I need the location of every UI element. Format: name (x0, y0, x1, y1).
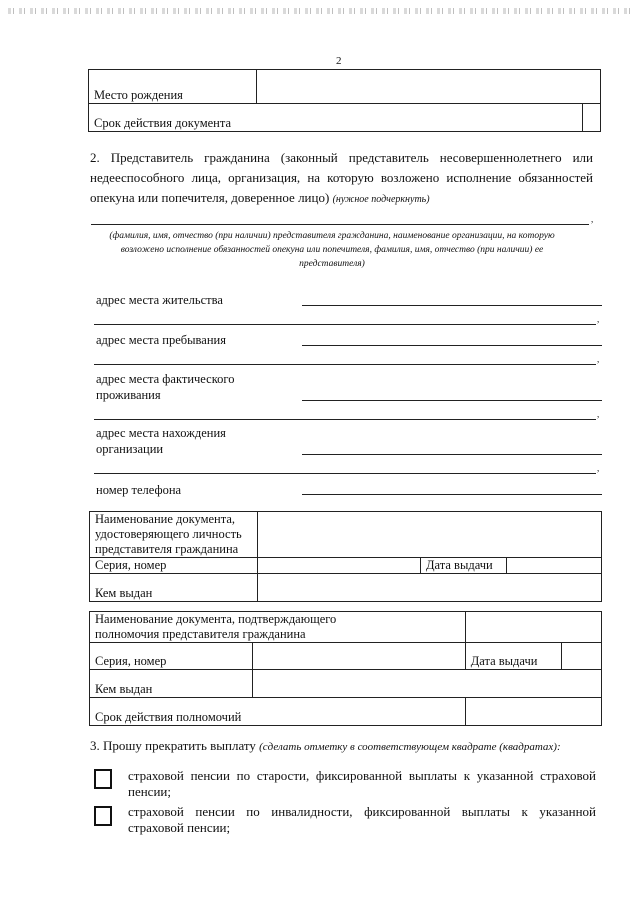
auth-doc-name-label (90, 612, 466, 643)
id-issue-date-label: Дата выдачи (421, 558, 507, 574)
comma: , (597, 354, 600, 364)
section2-heading (90, 148, 593, 210)
auth-issue-date-value[interactable] (561, 643, 601, 669)
id-doc-name-line-1: Наименование документа, (95, 512, 236, 526)
residence-line-2[interactable] (94, 324, 596, 325)
comma: , (591, 214, 594, 224)
doc-validity-label: Срок действия документа (89, 104, 583, 132)
id-doc-name-label (90, 512, 258, 558)
section2-heading-text: 2. Представитель гражданина (законный представитель несовершеннолетнего или недееспособного лица, организация, на которую возложено исполнение обязанностей опекуна или попечителя, доверенное лицо) (90, 150, 593, 205)
stay-label: адрес места пребывания (96, 333, 226, 347)
id-issued-by-value[interactable] (258, 574, 602, 602)
id-issue-date-value[interactable] (507, 558, 602, 574)
auth-date-cell (465, 643, 601, 670)
auth-validity-label: Срок действия полномочий (90, 698, 466, 726)
id-doc-name-line-2: удостоверяющего личность (95, 527, 242, 541)
phone-line[interactable] (302, 494, 602, 495)
actual-address-label-1: адрес места фактического (96, 372, 235, 386)
org-address-label-2: организации (96, 442, 164, 456)
page-number: 2 (336, 55, 342, 67)
section3-heading-text: 3. Прошу прекратить выплату (90, 738, 256, 753)
auth-date-subtable (466, 643, 601, 669)
comma: , (597, 409, 600, 419)
disability-pension-checkbox[interactable] (94, 806, 112, 826)
birth-table (88, 69, 601, 132)
auth-issued-by-label: Кем выдан (90, 670, 253, 698)
auth-doc-name-line-2: полномочия представителя гражданина (95, 627, 306, 641)
doc-validity-value[interactable] (582, 104, 600, 132)
authority-document-table (89, 611, 602, 726)
section2-heading-note: (нужное подчеркнуть) (332, 194, 430, 205)
phone-label: номер телефона (96, 483, 182, 497)
id-series-value[interactable] (258, 558, 421, 574)
stay-line[interactable] (302, 345, 602, 346)
org-address-line-2[interactable] (94, 473, 596, 474)
actual-address-label-2: проживания (96, 388, 161, 402)
id-document-table (89, 511, 602, 602)
id-doc-name-value[interactable] (258, 512, 602, 558)
id-series-label: Серия, номер (90, 558, 258, 574)
section3-heading-note: (сделать отметку в соответствующем квадрате (квадратах): (259, 741, 561, 753)
section3-heading (90, 736, 593, 757)
comma: , (597, 463, 600, 473)
old-age-pension-checkbox[interactable] (94, 769, 112, 789)
residence-line[interactable] (302, 305, 602, 306)
birth-place-value[interactable] (257, 70, 601, 104)
birth-place-label: Место рождения (89, 70, 257, 104)
auth-doc-name-line-1: Наименование документа, подтверждающего (95, 612, 337, 626)
auth-issued-by-value[interactable] (253, 670, 602, 698)
org-address-label-1: адрес места нахождения (96, 426, 226, 440)
auth-series-label: Серия, номер (90, 643, 253, 670)
actual-address-line[interactable] (302, 400, 602, 401)
actual-address-line-2[interactable] (94, 419, 596, 420)
residence-label: адрес места жительства (96, 293, 223, 307)
representative-name-note: (фамилия, имя, отчество (при наличии) представителя гражданина, наименование организации, на которую возложено исполнение обязанностей опекуна или попечителя, фамилия, имя, отчество (при наличии) ее представителя) (109, 231, 555, 269)
representative-name-line[interactable] (91, 224, 589, 225)
stay-line-2[interactable] (94, 364, 596, 365)
auth-series-value[interactable] (253, 643, 466, 670)
comma: , (597, 314, 600, 324)
id-doc-name-line-3: представителя гражданина (95, 542, 239, 556)
scan-edge-artifact (8, 8, 632, 14)
org-address-line[interactable] (302, 454, 602, 455)
id-issued-by-label: Кем выдан (90, 574, 258, 602)
auth-doc-name-value[interactable] (465, 612, 601, 643)
old-age-pension-option: страховой пенсии по старости, фиксированной выплаты к указанной страховой пенсии; (128, 768, 596, 799)
disability-pension-option: страховой пенсии по инвалидности, фиксированной выплаты к указанной страховой пенсии; (128, 804, 596, 835)
auth-validity-value[interactable] (465, 698, 601, 726)
auth-issue-date-label: Дата выдачи (466, 643, 562, 669)
